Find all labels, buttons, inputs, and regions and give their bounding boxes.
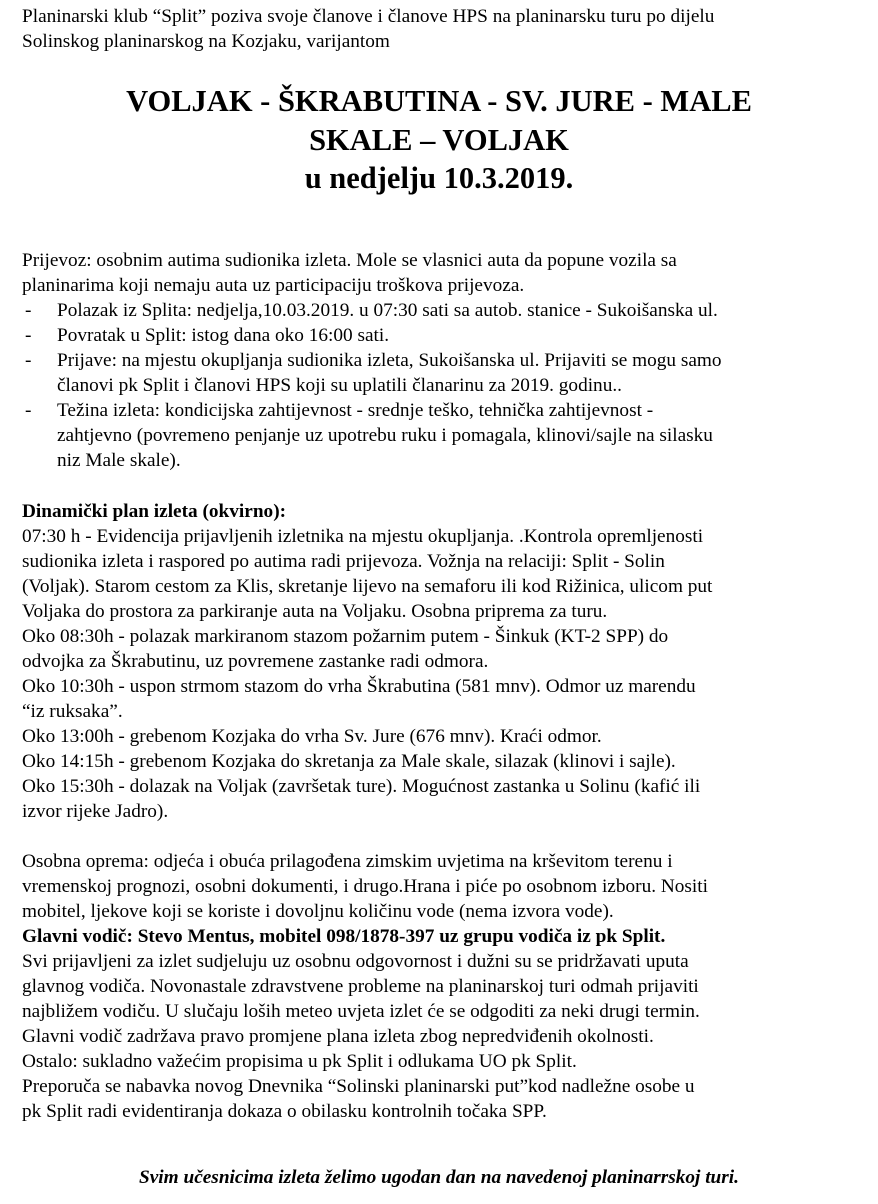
dash-bullet: - — [25, 399, 32, 421]
dash-bullet: - — [25, 349, 32, 371]
rules-line: Svi prijavljeni za izlet sudjeluju uz osobnu odgovornost i dužni su se pridržavati uputa — [22, 950, 689, 972]
list-item-line: Povratak u Split: istog dana oko 16:00 sati. — [57, 324, 390, 346]
list-item-difficulty — [22, 398, 856, 473]
rules-line: glavnog vodiča. Novonastale zdravstvene probleme na planinarskoj turi odmah prijaviti — [22, 975, 699, 997]
plan-section — [22, 499, 856, 824]
plan-line: (Voljak). Starom cestom za Klis, skretanje lijevo na semaforu ili kod Rižinica, ulicom put — [22, 575, 713, 597]
plan-line: Oko 15:30h - dolazak na Voljak (završetak ture). Mogućnost zastanka u Solinu (kafić ili — [22, 775, 701, 797]
plan-line: sudionika izleta i raspored po autima radi prijevoza. Vožnja na relaciji: Split - Solin — [22, 550, 665, 572]
rules-line: najbližem vodiču. U slučaju loših meteo uvjeta izlet će se odgoditi za neki drugi termin. — [22, 1000, 700, 1022]
list-item-line: zahtjevno (povremeno penjanje uz upotrebu ruku i pomagala, klinovi/sajle na silasku — [57, 424, 713, 446]
list-item-line: niz Male skale). — [57, 449, 181, 471]
equipment-line: vremenskoj prognozi, osobni dokumenti, i drugo.Hrana i piće po osobnom izboru. Nositi — [22, 875, 708, 897]
transport-paragraph — [22, 248, 856, 298]
details-list — [22, 298, 856, 473]
equipment-section — [22, 849, 856, 1124]
list-item-registration — [22, 348, 856, 398]
plan-line: “iz ruksaka”. — [22, 700, 123, 722]
plan-line: izvor rijeke Jadro). — [22, 800, 169, 822]
list-item-line: Težina izleta: kondicijska zahtijevnost - srednje teško, tehnička zahtijevnost - — [57, 399, 654, 421]
closing-message: Svim učesnicima izleta želimo ugodan dan na navedenoj planinarrskoj turi. — [139, 1166, 739, 1188]
list-item-line: Prijave: na mjestu okupljanja sudionika izleta, Sukoišanska ul. Prijaviti se mogu samo — [57, 349, 722, 371]
plan-line: Oko 13:00h - grebenom Kozjaka do vrha Sv. Jure (676 mnv). Kraći odmor. — [22, 725, 602, 747]
title-line: SKALE – VOLJAK — [309, 122, 569, 157]
list-item-line: članovi pk Split i članovi HPS koji su uplatili članarinu za 2019. godinu.. — [57, 374, 622, 396]
plan-line: Oko 14:15h - grebenom Kozjaka do skretanja za Male skale, silazak (klinovi i sajle). — [22, 750, 676, 772]
intro-line: Solinskog planinarskog na Kozjaku, varijantom — [22, 31, 390, 52]
dash-bullet: - — [25, 299, 32, 321]
page-title — [22, 82, 856, 198]
equipment-line: Osobna oprema: odjeća i obuća prilagođena zimskim uvjetima na krševitom terenu i — [22, 850, 673, 872]
plan-heading: Dinamički plan izleta (okvirno): — [22, 500, 287, 522]
plan-line: Voljaka do prostora za parkiranje auta na Voljaku. Osobna priprema za turu. — [22, 600, 608, 622]
list-item-departure — [22, 298, 856, 323]
plan-line: odvojka za Škrabutinu, uz povremene zastanke radi odmora. — [22, 650, 489, 672]
rules-line: Ostalo: sukladno važećim propisima u pk Split i odlukama UO pk Split. — [22, 1050, 577, 1072]
plan-line: 07:30 h - Evidencija prijavljenih izletnika na mjestu okupljanja. .Kontrola opremljenosti — [22, 525, 704, 547]
plan-line: Oko 10:30h - uspon strmom stazom do vrha Škrabutina (581 mnv). Odmor uz marendu — [22, 675, 696, 697]
main-guide-line: Glavni vodič: Stevo Mentus, mobitel 098/1878-397 uz grupu vodiča iz pk Split. — [22, 925, 666, 947]
plan-line: Oko 08:30h - polazak markiranom stazom požarnim putem - Šinkuk (KT-2 SPP) do — [22, 625, 669, 647]
rules-line: Preporuča se nabavka novog Dnevnika “Solinski planinarski put”kod nadležne osobe u — [22, 1075, 695, 1097]
intro-paragraph — [22, 4, 856, 54]
transport-line: Prijevoz: osobnim autima sudionika izleta. Mole se vlasnici auta da popune vozila sa — [22, 249, 677, 271]
rules-line: Glavni vodič zadržava pravo promjene plana izleta zbog nepredviđenih okolnosti. — [22, 1025, 654, 1047]
list-item-line: Polazak iz Splita: nedjelja,10.03.2019. u 07:30 sati sa autob. stanice - Sukoišanska ul. — [57, 299, 718, 321]
transport-line: planinarima koji nemaju auta uz participaciju troškova prijevoza. — [22, 274, 525, 296]
list-item-return — [22, 323, 856, 348]
title-date: u nedjelju 10.3.2019. — [304, 161, 574, 195]
title-line: VOLJAK - ŠKRABUTINA - SV. JURE - MALE — [126, 84, 752, 118]
rules-line: pk Split radi evidentiranja dokaza o obilasku kontrolnih točaka SPP. — [22, 1100, 547, 1122]
dash-bullet: - — [25, 324, 32, 346]
equipment-line: mobitel, ljekove koji se koriste i dovoljnu količinu vode (nema izvora vode). — [22, 900, 614, 922]
intro-line: Planinarski klub “Split” poziva svoje članove i članove HPS na planinarsku turu po dijelu — [22, 6, 715, 27]
